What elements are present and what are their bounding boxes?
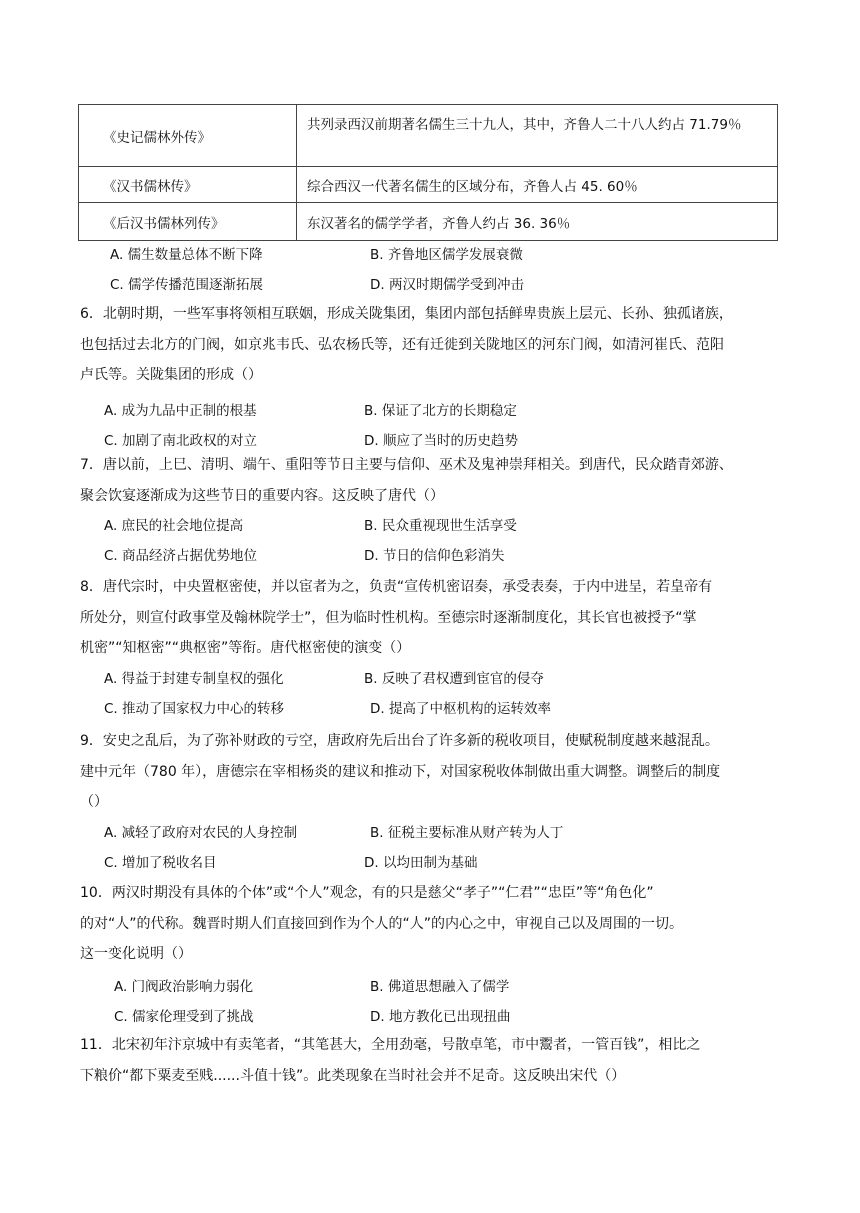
options-row (80, 240, 786, 270)
table-cell-content: 共列录西汉前期著名儒生三十九人，其中，齐鲁人二十八人约占 71.79％ (297, 105, 778, 167)
options-row (80, 396, 786, 426)
source-table (78, 104, 778, 241)
question-stem-line: 也包括过去北方的门阀，如京兆韦氏、弘农杨氏等，还有迁徙到关陇地区的河东门阀，如清河崔氏、范阳 (80, 336, 724, 353)
question-10 (80, 878, 786, 1032)
question-6 (80, 299, 786, 456)
question-stem-line: 下粮价“都下粟麦至贱......斗值十钱”。此类现象在当时社会并不足奇。这反映出宋代（） (80, 1067, 626, 1084)
table-cell-content: 东汉著名的儒学学者，齐鲁人约占 36. 36％ (297, 203, 778, 241)
table-row (79, 167, 778, 203)
question-stem-line: 聚会饮宴逐渐成为这些节日的重要内容。这反映了唐代（） (80, 487, 444, 504)
option-b[interactable]: B. 征税主要标准从财产转为人丁 (370, 824, 564, 841)
option-b[interactable]: B. 反映了君权遭到宦官的侵夺 (364, 670, 544, 687)
question-stem-line: 9．安史之乱后，为了弥补财政的亏空，唐政府先后出台了许多新的税收项目，使赋税制度越来越混乱。 (80, 733, 719, 749)
option-b[interactable]: B. 保证了北方的长期稳定 (364, 402, 517, 419)
question-stem-line: 这一变化说明（） (80, 946, 192, 962)
question-7 (80, 450, 786, 571)
table-cell-source: 《史记儒林外传》 (79, 105, 297, 167)
options-row (80, 818, 786, 848)
option-a[interactable]: A. 庶民的社会地位提高 (104, 518, 244, 534)
options-row (80, 511, 786, 541)
question-stem-line: 卢氏等。关陇集团的形成（） (80, 367, 262, 383)
table-cell-source: 《汉书儒林传》 (79, 167, 297, 203)
option-c[interactable]: C. 推动了国家权力中心的转移 (104, 700, 285, 717)
option-c[interactable]: C. 增加了税收名目 (104, 854, 217, 871)
option-a[interactable]: A. 成为九品中正制的根基 (104, 402, 257, 419)
option-d[interactable]: D. 两汉时期儒学受到冲击 (370, 277, 524, 293)
question-11 (80, 1030, 786, 1091)
question-stem-line: 机密”“知枢密”“典枢密”等衔。唐代枢密使的演变（） (80, 640, 411, 656)
question-stem-line: 6．北朝时期，一些军事将领相互联姻，形成关陇集团，集团内部包括鲜卑贵族上层元、长孙、独孤诸族， (80, 306, 733, 322)
question-stem-line: 8．唐代宗时，中央置枢密使，并以宦者为之，负责“宣传机密诏奏，承受表奏，于内中进呈，若皇帝有 (80, 579, 713, 595)
option-c[interactable]: C. 商品经济占据优势地位 (104, 548, 258, 564)
table-row (79, 203, 778, 241)
options-row (80, 848, 786, 878)
options-row (80, 541, 786, 571)
question-stem-line: 7．唐以前，上巳、清明、端午、重阳等节日主要与信仰、巫术及鬼神崇拜相关。到唐代，民众踏青郊游、 (80, 457, 733, 473)
question-stem-line: 10．两汉时期没有具体的个体”或“个人”观念，有的只是慈父“孝子”“仁君”“忠臣”等“角色化” (80, 885, 654, 901)
question-stem-line: 所处分，则宣付政事堂及翰林院学士”，但为临时性机构。至德宗时逐渐制度化，其长官也被授予“掌 (80, 609, 697, 626)
option-c[interactable]: C. 儒家伦理受到了挑战 (114, 1008, 254, 1025)
table-cell-content: 综合西汉一代著名儒生的区域分布，齐鲁人占 45. 60％ (297, 167, 778, 203)
options-row (80, 972, 786, 1002)
options-row (80, 270, 786, 300)
option-a[interactable]: A. 减轻了政府对农民的人身控制 (104, 824, 298, 841)
table-cell-source: 《后汉书儒林列传》 (79, 203, 297, 241)
option-d[interactable]: D. 地方教化已出现扭曲 (370, 1008, 511, 1025)
option-b[interactable]: B. 齐鲁地区儒学发展衰微 (370, 247, 523, 263)
options-row (80, 664, 786, 694)
question-5-options (80, 240, 786, 300)
question-stem-line: （） (80, 794, 108, 810)
table-row (79, 105, 778, 167)
option-c[interactable]: C. 加剧了南北政权的对立 (104, 432, 258, 449)
option-d[interactable]: D. 以均田制为基础 (364, 854, 478, 871)
option-d[interactable]: D. 提高了中枢机构的运转效率 (370, 700, 551, 717)
option-d[interactable]: D. 节日的信仰色彩消失 (364, 548, 505, 564)
option-b[interactable]: B. 民众重视现世生活享受 (364, 518, 517, 534)
option-a[interactable]: A. 儒生数量总体不断下降 (110, 247, 263, 263)
option-a[interactable]: A. 门阀政治影响力弱化 (114, 978, 254, 995)
question-stem-line: 建中元年（780 年），唐德宗在宰相杨炎的建议和推动下，对国家税收体制做出重大调整。调整后的制度 (80, 763, 721, 780)
option-a[interactable]: A. 得益于封建专制皇权的强化 (104, 670, 284, 687)
question-8 (80, 572, 786, 724)
option-d[interactable]: D. 顺应了当时的历史趋势 (364, 432, 518, 449)
options-row (80, 694, 786, 724)
options-row (80, 1002, 786, 1032)
option-c[interactable]: C. 儒学传播范围逐渐拓展 (110, 277, 264, 293)
question-stem-line: 的对“人”的代称。魏晋时期人们直接回到作为个人的“人”的内心之中，审视自己以及周围的一切。 (80, 915, 684, 932)
question-stem-line: 11．北宋初年汴京城中有卖笔者，“其笔甚大，全用劲毫，号散卓笔，市中鬻者，一管百钱”，相比之 (80, 1037, 701, 1053)
option-b[interactable]: B. 佛道思想融入了儒学 (370, 978, 510, 995)
question-9 (80, 726, 786, 878)
